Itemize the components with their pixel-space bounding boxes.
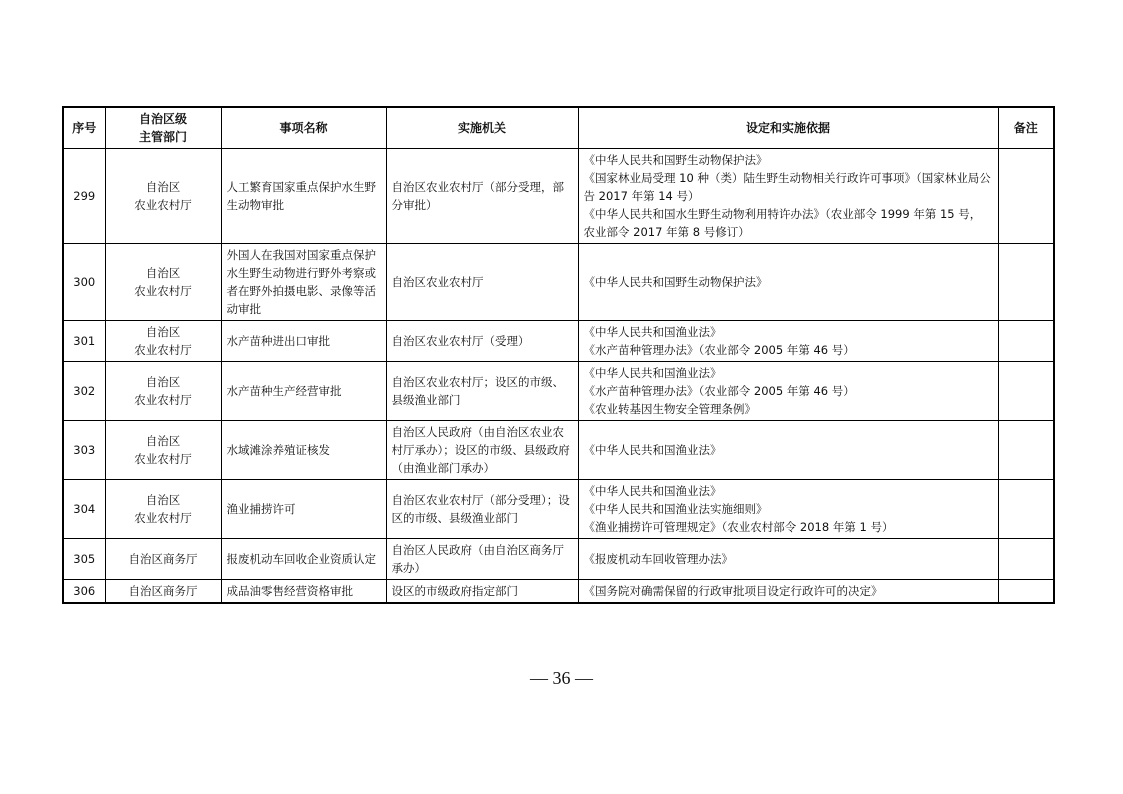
table-row (63, 480, 1054, 539)
row-number: 304 (63, 480, 105, 539)
table-row (63, 580, 1054, 604)
row-remark (998, 421, 1054, 480)
row-item-name: 水产苗种进出口审批 (221, 321, 386, 362)
row-basis: 《中华人民共和国渔业法》 《水产苗种管理办法》（农业部令 2005 年第 46 号） 《农业转基因生物安全管理条例》 (578, 362, 998, 421)
table-row (63, 149, 1054, 244)
row-item-name: 水域滩涂养殖证核发 (221, 421, 386, 480)
row-number: 302 (63, 362, 105, 421)
row-remark (998, 580, 1054, 604)
row-agency: 设区的市级政府指定部门 (386, 580, 578, 604)
row-number: 305 (63, 539, 105, 580)
row-agency: 自治区农业农村厅（受理） (386, 321, 578, 362)
row-agency: 自治区人民政府（由自治区商务厅承办） (386, 539, 578, 580)
row-basis: 《报废机动车回收管理办法》 (578, 539, 998, 580)
row-agency: 自治区农业农村厅（部分受理，部分审批） (386, 149, 578, 244)
row-department: 自治区商务厅 (105, 580, 221, 604)
row-item-name: 外国人在我国对国家重点保护水生野生动物进行野外考察或者在野外拍摄电影、录像等活动审批 (221, 244, 386, 321)
row-number: 300 (63, 244, 105, 321)
row-remark (998, 539, 1054, 580)
row-item-name: 水产苗种生产经营审批 (221, 362, 386, 421)
table-row (63, 539, 1054, 580)
table-row (63, 321, 1054, 362)
row-department: 自治区 农业农村厅 (105, 421, 221, 480)
approval-items-table (62, 106, 1055, 604)
row-remark (998, 321, 1054, 362)
row-remark (998, 149, 1054, 244)
header-agency: 实施机关 (386, 107, 578, 149)
row-department: 自治区 农业农村厅 (105, 362, 221, 421)
table-header-row (63, 107, 1054, 149)
row-item-name: 人工繁育国家重点保护水生野生动物审批 (221, 149, 386, 244)
row-basis: 《中华人民共和国野生动物保护法》 (578, 244, 998, 321)
row-item-name: 渔业捕捞许可 (221, 480, 386, 539)
row-department: 自治区 农业农村厅 (105, 480, 221, 539)
header-item-name: 事项名称 (221, 107, 386, 149)
row-department: 自治区 农业农村厅 (105, 321, 221, 362)
row-agency: 自治区农业农村厅 (386, 244, 578, 321)
row-number: 299 (63, 149, 105, 244)
row-number: 306 (63, 580, 105, 604)
row-remark (998, 244, 1054, 321)
table-row (63, 244, 1054, 321)
header-department: 自治区级 主管部门 (105, 107, 221, 149)
row-number: 303 (63, 421, 105, 480)
row-number: 301 (63, 321, 105, 362)
row-department: 自治区 农业农村厅 (105, 149, 221, 244)
page-number: — 36 — (530, 668, 593, 688)
header-basis: 设定和实施依据 (578, 107, 998, 149)
row-department: 自治区商务厅 (105, 539, 221, 580)
row-basis: 《中华人民共和国野生动物保护法》 《国家林业局受理 10 种（类）陆生野生动物相关行政许可事项》（国家林业局公告 2017 年第 14 号） 《中华人民共和国水生野生动物利用特许办法》（农业部令 1999 年第 15 号，农业部令 2017 年第 8 号修订） (578, 149, 998, 244)
header-serial-number: 序号 (63, 107, 105, 149)
table-row (63, 362, 1054, 421)
row-agency: 自治区农业农村厅；设区的市级、县级渔业部门 (386, 362, 578, 421)
row-basis: 《中华人民共和国渔业法》 (578, 421, 998, 480)
row-remark (998, 362, 1054, 421)
row-basis: 《国务院对确需保留的行政审批项目设定行政许可的决定》 (578, 580, 998, 604)
header-remark: 备注 (998, 107, 1054, 149)
row-basis: 《中华人民共和国渔业法》 《中华人民共和国渔业法实施细则》 《渔业捕捞许可管理规定》（农业农村部令 2018 年第 1 号） (578, 480, 998, 539)
row-department: 自治区 农业农村厅 (105, 244, 221, 321)
row-item-name: 成品油零售经营资格审批 (221, 580, 386, 604)
row-basis: 《中华人民共和国渔业法》 《水产苗种管理办法》（农业部令 2005 年第 46 号） (578, 321, 998, 362)
row-agency: 自治区人民政府（由自治区农业农村厅承办）；设区的市级、县级政府（由渔业部门承办） (386, 421, 578, 480)
table-row (63, 421, 1054, 480)
row-remark (998, 480, 1054, 539)
row-agency: 自治区农业农村厅（部分受理）；设区的市级、县级渔业部门 (386, 480, 578, 539)
row-item-name: 报废机动车回收企业资质认定 (221, 539, 386, 580)
